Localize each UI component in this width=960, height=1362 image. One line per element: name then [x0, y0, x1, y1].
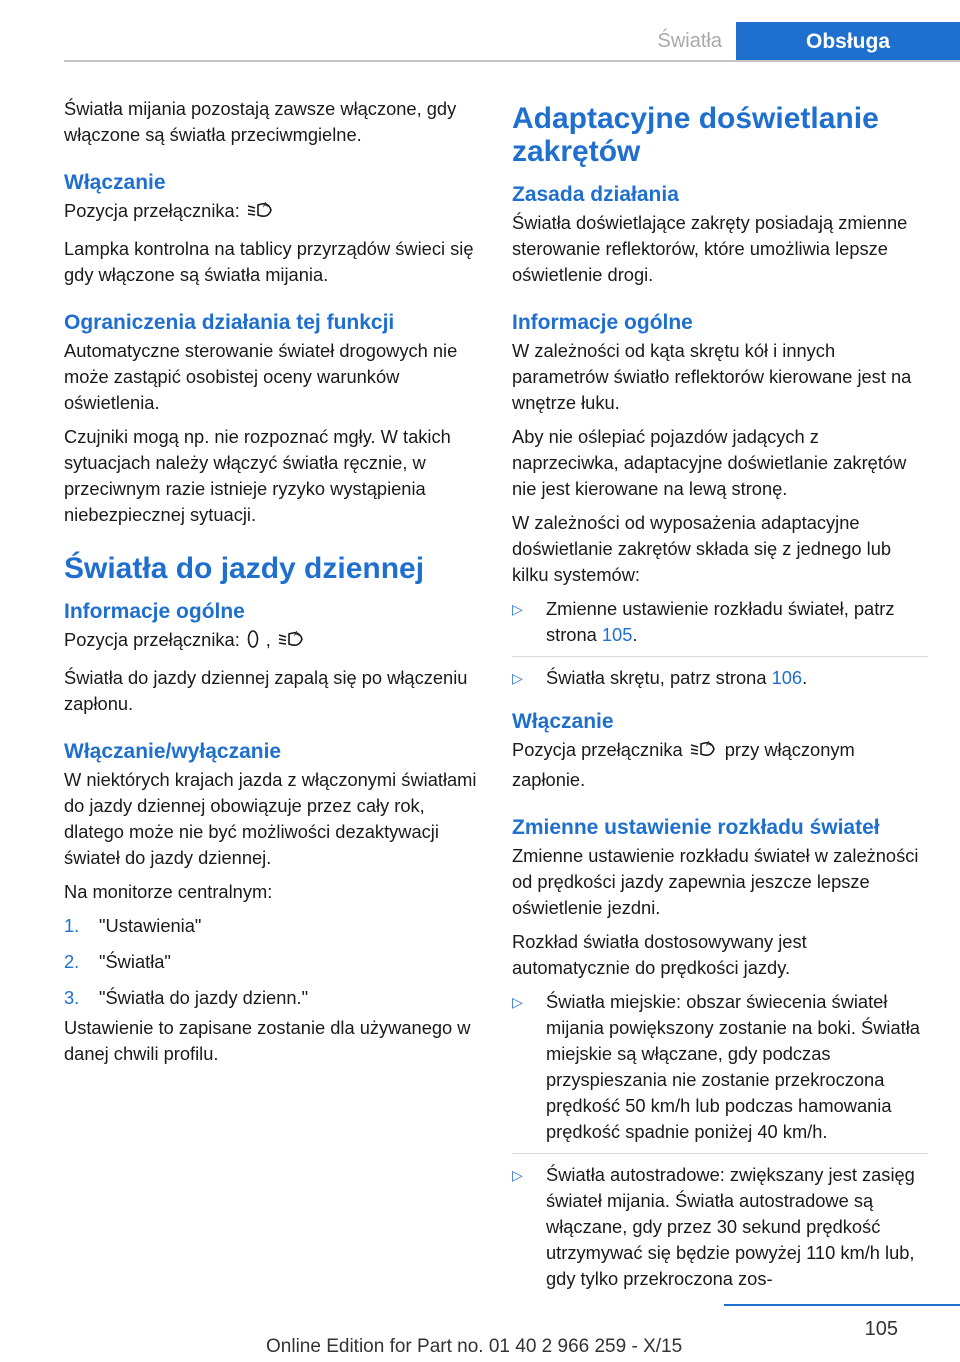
header-divider	[64, 60, 960, 62]
step-number: 3.	[64, 987, 80, 1008]
right-general-paragraph-1: W zależności od kąta skrętu kół i innych parametrów światło reflektorów kierowane jest na wnętrze łuku.	[512, 340, 912, 413]
switch-position-zero-icon	[246, 628, 260, 657]
drl-switch-label: Pozycja przełącznika:	[64, 629, 240, 650]
right-switch-after: przy włączonym zapłonie.	[512, 739, 855, 790]
triangle-bullet-icon: ▷	[512, 601, 523, 617]
list-item	[64, 913, 482, 939]
light-modes-list	[512, 989, 928, 1300]
settings-steps-list	[64, 913, 482, 1011]
drl-onoff-heading: Włączanie/wyłączanie	[64, 740, 282, 763]
system-text: Zmienne ustawienie rozkładu świateł, patrz strona	[546, 598, 895, 645]
svg-text:A: A	[705, 740, 711, 748]
drl-general-heading: Informacje ogólne	[64, 600, 245, 623]
step-text: "Światła do jazdy dzienn."	[99, 987, 309, 1008]
list-item	[64, 985, 482, 1011]
svg-text:A: A	[293, 630, 299, 638]
header-chapter-tab: Obsługa	[736, 22, 960, 62]
monitor-paragraph: Na monitorze centralnym:	[64, 881, 273, 902]
variable-paragraph-1: Zmienne ustawienie rozkładu świateł w zależności od prędkości jazdy zapewnia jeszcze lepsze oświetlenie jezdni.	[512, 845, 919, 918]
switch-position-label: Pozycja przełącznika:	[64, 200, 240, 221]
footer-divider	[724, 1304, 960, 1306]
switch-on-heading: Włączanie	[64, 171, 166, 194]
triangle-bullet-icon: ▷	[512, 994, 523, 1010]
step-text: "Ustawienia"	[99, 915, 202, 936]
header-section-title: Światła	[657, 30, 722, 52]
page-number: 105	[864, 1318, 898, 1340]
limits-paragraph-1: Automatyczne sterowanie świateł drogowych nie może zastąpić osobistej oceny warunków oświetlenia.	[64, 340, 458, 413]
right-general-paragraph-2: Aby nie oślepiać pojazdów jadących z naprzeciwka, adaptacyjne doświetlanie zakrętów nie jest kierowane na lewą stronę.	[512, 426, 907, 499]
triangle-bullet-icon: ▷	[512, 1167, 523, 1183]
list-item	[512, 1162, 928, 1300]
page-link-105[interactable]: 105	[601, 624, 633, 645]
right-switch-before: Pozycja przełącznika	[512, 739, 683, 760]
intro-paragraph: Światła mijania pozostają zawsze włączone, gdy włączone są światła przeciwmgielne.	[64, 98, 457, 145]
right-switch-paragraph	[512, 737, 928, 793]
right-column	[512, 96, 928, 1310]
variable-distribution-heading: Zmienne ustawienie rozkładu świateł	[512, 816, 880, 839]
right-general-paragraph-3: W zależności od wyposażenia adaptacyjne doświetlanie zakrętów składa się z jednego lub kilku systemów:	[512, 512, 892, 585]
limits-heading: Ograniczenia działania tej funkcji	[64, 311, 395, 334]
list-item	[512, 596, 928, 657]
limits-paragraph-2: Czujniki mogą np. nie rozpoznać mgły. W takich sytuacjach należy włączyć światła ręcznie, w przeciwnym razie istnieje ryzyko wystąpienia niebezpiecznej sytuacji.	[64, 426, 451, 525]
principle-heading: Zasada działania	[512, 183, 679, 206]
auto-headlight-icon	[246, 199, 276, 228]
drl-general-paragraph: Światła do jazdy dziennej zapalą się po włączeniu zapłonu.	[64, 667, 468, 714]
system-text: Światła skrętu, patrz strona	[546, 667, 772, 688]
svg-text:A: A	[262, 201, 268, 209]
daytime-lights-heading: Światła do jazdy dziennej	[64, 552, 425, 585]
drl-icon-separator: ,	[265, 629, 271, 650]
profile-paragraph: Ustawienie to zapisane zostanie dla używanego w danej chwili profilu.	[64, 1017, 471, 1064]
drl-onoff-paragraph: W niektórych krajach jazda z włączonymi światłami do jazdy dziennej obowiązuje przez cały rok, dlatego może nie być możliwości dezaktywacji świateł do jazdy dziennej.	[64, 769, 477, 868]
step-number: 2.	[64, 951, 80, 972]
adaptive-cornering-heading: Adaptacyjne doświetlanie zakrętów	[512, 102, 879, 168]
page-header	[0, 0, 960, 62]
mode-text: Światła miejskie: obszar świecenia świateł mijania powiększony zostanie na boki. Światła miejskie są włączane, gdy podczas przyspieszania nie zostanie przekroczona prędkość 50 km/h lub podczas hamowania prędkość spadnie poniżej 40 km/h.	[546, 991, 920, 1142]
mode-text: Światła autostradowe: zwiększany jest zasięg świateł mijania. Światła autostradowe są włączane, gdy przez 30 sekund prędkość utrzymywać się będzie powyżej 110 km/h lub, gdy tylko przekroczona zos-	[546, 1164, 915, 1289]
auto-headlight-icon	[689, 738, 719, 767]
variable-paragraph-2: Rozkład światła dostosowywany jest automatycznie do prędkości jazdy.	[512, 931, 807, 978]
auto-headlight-icon	[277, 628, 307, 657]
edition-footer: Online Edition for Part no. 01 40 2 966 259 - X/15	[266, 1336, 683, 1357]
system-text-end: .	[632, 624, 638, 645]
triangle-bullet-icon: ▷	[512, 670, 523, 686]
list-item	[512, 665, 928, 699]
systems-list	[512, 596, 928, 699]
right-general-heading: Informacje ogólne	[512, 311, 693, 334]
step-number: 1.	[64, 915, 80, 936]
left-column	[64, 96, 482, 1075]
list-item	[512, 989, 928, 1154]
indicator-paragraph: Lampka kontrolna na tablicy przyrządów świeci się gdy włączone są światła mijania.	[64, 238, 474, 285]
principle-paragraph: Światła doświetlające zakręty posiadają zmienne sterowanie reflektorów, które umożliwia lepsze oświetlenie drogi.	[512, 212, 908, 285]
system-text-end: .	[802, 667, 808, 688]
step-text: "Światła"	[99, 951, 171, 972]
page-link-106[interactable]: 106	[771, 667, 803, 688]
list-item	[64, 949, 482, 975]
switch-position-line	[64, 198, 482, 228]
right-switch-on-heading: Włączanie	[512, 710, 614, 733]
drl-switch-line	[64, 627, 482, 657]
